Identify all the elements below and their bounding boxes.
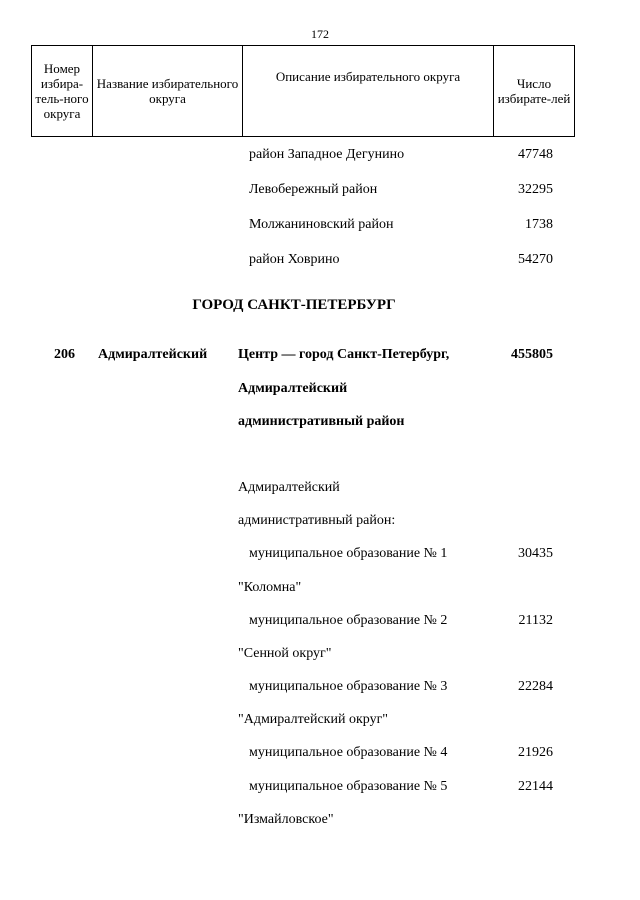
- page-number: 172: [311, 27, 329, 41]
- list-item-value: 54270: [518, 252, 553, 267]
- district-total: 455805: [511, 347, 553, 362]
- municipality-label: муниципальное образование № 4: [249, 745, 448, 760]
- district-description: Адмиралтейский: [238, 381, 348, 396]
- municipality-value: 21132: [518, 613, 553, 628]
- header-col-number: Номер избира-тель-ного округа: [32, 46, 93, 137]
- list-item: Левобережный район: [249, 182, 378, 197]
- district-description: административный район: [238, 414, 405, 429]
- municipality-value: 21926: [518, 745, 553, 760]
- header-col-name: Название избирательного округа: [93, 46, 243, 137]
- municipality-name: "Адмиралтейский округ": [238, 712, 389, 727]
- district-name: Адмиралтейский: [98, 347, 208, 362]
- municipality-name: "Сенной округ": [238, 646, 332, 661]
- municipality-label: муниципальное образование № 1: [249, 546, 448, 561]
- municipality-name: "Измайловское": [238, 812, 334, 827]
- municipality-label: муниципальное образование № 3: [249, 679, 448, 694]
- header-col-voters: Число избирате-лей: [494, 46, 575, 137]
- list-item: Молжаниновский район: [249, 217, 394, 232]
- subsection-title: Адмиралтейский: [238, 480, 340, 495]
- list-item: район Ховрино: [249, 252, 340, 267]
- list-item-value: 47748: [518, 147, 553, 162]
- list-item: район Западное Дегунино: [249, 147, 405, 162]
- table-header: [31, 45, 575, 137]
- list-item-value: 1738: [525, 217, 553, 232]
- municipality-name: "Коломна": [238, 580, 302, 595]
- municipality-value: 22284: [518, 679, 553, 694]
- municipality-value: 30435: [518, 546, 553, 561]
- municipality-label: муниципальное образование № 5: [249, 779, 448, 794]
- district-description: Центр — город Санкт-Петербург,: [238, 347, 450, 362]
- municipality-value: 22144: [518, 779, 553, 794]
- municipality-label: муниципальное образование № 2: [249, 613, 448, 628]
- subsection-title: административный район:: [238, 513, 396, 528]
- list-item-value: 32295: [518, 182, 553, 197]
- district-number: 206: [54, 347, 75, 362]
- section-title: ГОРОД САНКТ-ПЕТЕРБУРГ: [192, 297, 396, 313]
- header-col-description: Описание избирательного округа: [243, 46, 494, 137]
